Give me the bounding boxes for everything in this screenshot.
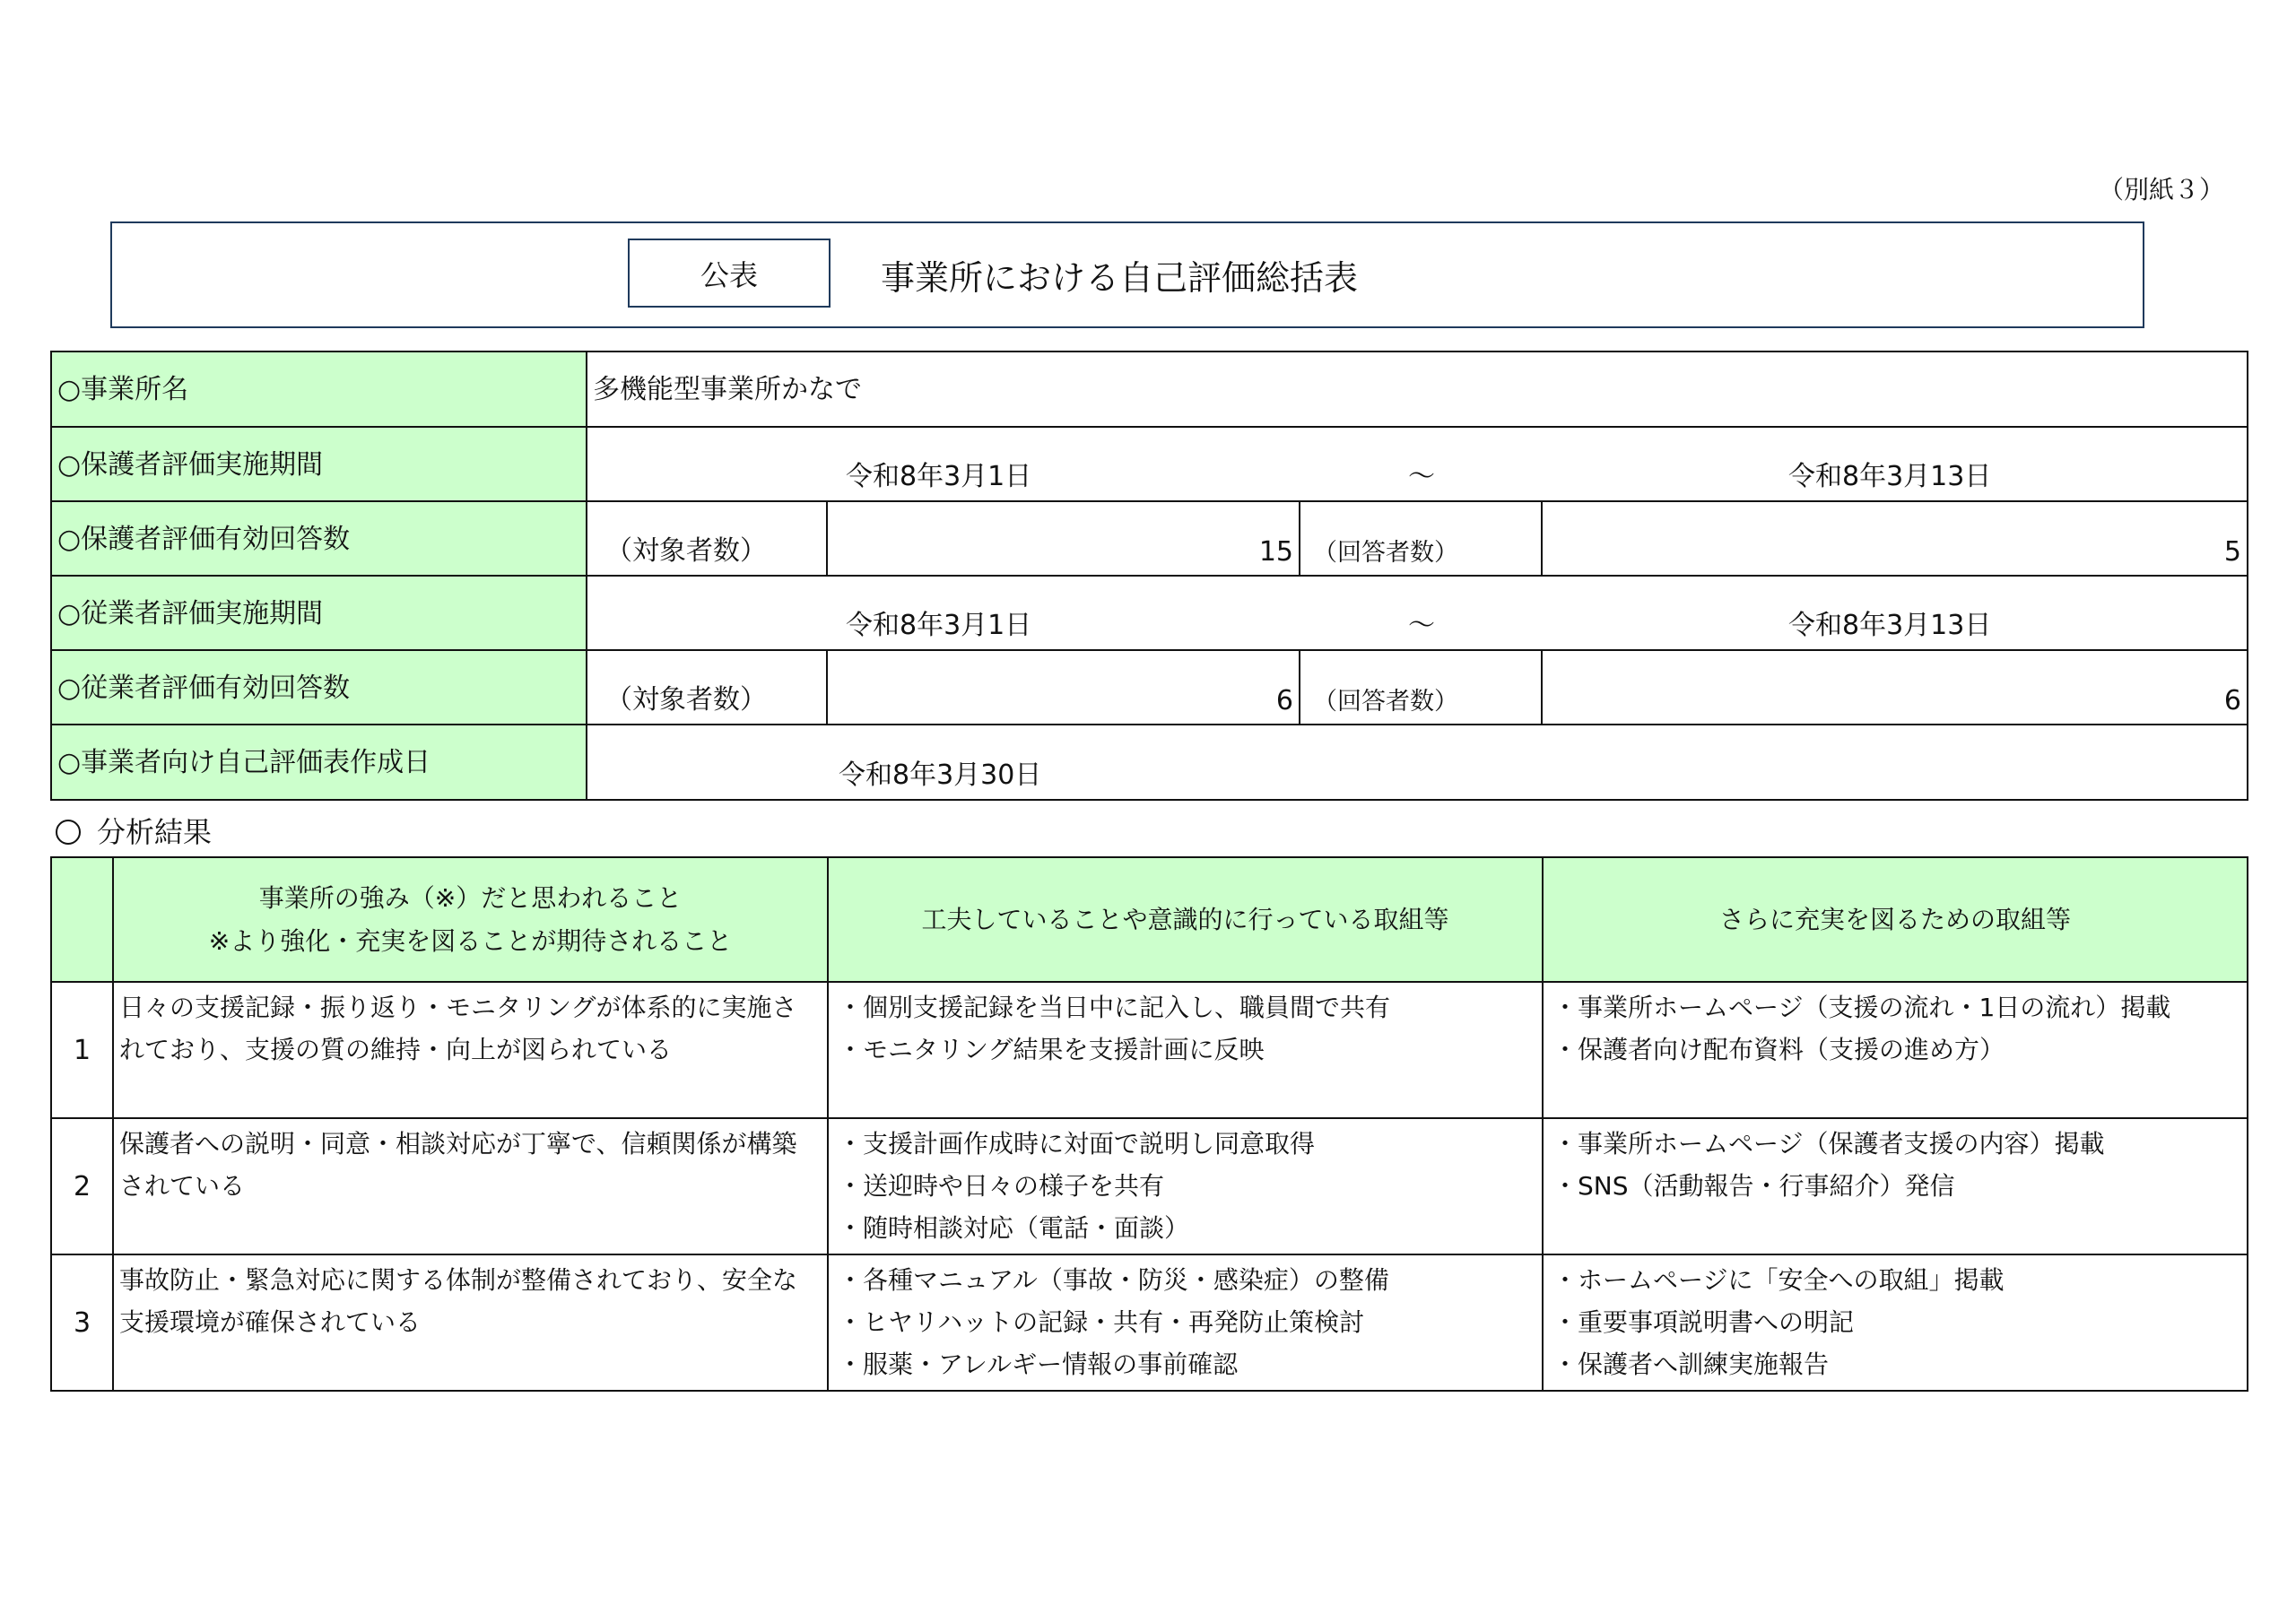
list-item: ・事業所ホームページ（支援の流れ・1日の流れ）掲載 xyxy=(1552,993,2171,1022)
header-efforts: 工夫していることや意識的に行っている取組等 xyxy=(828,857,1543,982)
header-strengths xyxy=(113,857,828,982)
efforts-list xyxy=(828,1118,1543,1254)
list-item: ・重要事項説明書への明記 xyxy=(1552,1307,1855,1337)
row-number: 1 xyxy=(51,982,113,1118)
strength-text: 日々の支援記録・振り返り・モニタリングが体系的に実施されており、支援の質の維持・向上が図られている xyxy=(113,982,828,1118)
guardian-period-cell xyxy=(587,427,2248,501)
row-number: 2 xyxy=(51,1118,113,1254)
guardian-responses-label: ○保護者評価有効回答数 xyxy=(51,501,587,576)
list-item: ・事業所ホームページ（保護者支援の内容）掲載 xyxy=(1552,1129,2105,1159)
staff-period-cell xyxy=(587,576,2248,650)
staff-answered-count: 6 xyxy=(1542,650,2248,725)
efforts-list xyxy=(828,982,1543,1118)
header-improvements: さらに充実を図るための取組等 xyxy=(1543,857,2248,982)
guardian-period-end: 令和8年3月13日 xyxy=(1788,461,1992,492)
analysis-section-title xyxy=(56,810,212,851)
staff-target-count: 6 xyxy=(827,650,1300,725)
list-item: ・服薬・アレルギー情報の事前確認 xyxy=(838,1350,1239,1379)
appendix-note: （別紙３） xyxy=(2098,175,2224,204)
list-item: ・ヒヤリハットの記録・共有・再発防止策検討 xyxy=(838,1307,1365,1337)
page-title: 事業所における自己評価総括表 xyxy=(881,258,1359,298)
list-item: ・ホームページに「安全への取組」掲載 xyxy=(1552,1265,2005,1295)
staff-period-label: ○従業者評価実施期間 xyxy=(51,576,587,650)
staff-responses-label: ○従業者評価有効回答数 xyxy=(51,650,587,725)
header-strengths-line1: 事業所の強み（※）だと思われること xyxy=(258,882,683,913)
staff-period-separator: ～ xyxy=(1408,610,1435,641)
row-number: 3 xyxy=(51,1254,113,1391)
table-row xyxy=(51,982,2248,1118)
staff-period-start: 令和8年3月1日 xyxy=(846,610,1032,641)
publication-badge: 公表 xyxy=(628,239,831,308)
guardian-target-label: （対象者数） xyxy=(587,501,827,576)
list-item: ・随時相談対応（電話・面談） xyxy=(838,1213,1190,1243)
office-info-table xyxy=(50,351,2248,801)
strength-text: 事故防止・緊急対応に関する体制が整備されており、安全な支援環境が確保されている xyxy=(113,1254,828,1391)
guardian-answered-count: 5 xyxy=(1542,501,2248,576)
guardian-answered-label: （回答者数） xyxy=(1300,501,1542,576)
guardian-period-label: ○保護者評価実施期間 xyxy=(51,427,587,501)
list-item: ・モニタリング結果を支援計画に反映 xyxy=(838,1035,1265,1064)
circle-bullet-icon xyxy=(56,820,81,845)
improvements-list xyxy=(1543,1254,2248,1391)
office-name-label: ○事業所名 xyxy=(51,352,587,427)
list-item: ・各種マニュアル（事故・防災・感染症）の整備 xyxy=(838,1265,1389,1295)
office-name-value: 多機能型事業所かなで xyxy=(587,352,2248,427)
table-row xyxy=(51,1254,2248,1391)
improvements-list xyxy=(1543,982,2248,1118)
header-strengths-line2: ※より強化・充実を図ることが期待されること xyxy=(208,925,733,956)
title-box xyxy=(110,221,2144,328)
list-item: ・SNS（活動報告・行事紹介）発信 xyxy=(1552,1171,1955,1201)
strength-text: 保護者への説明・同意・相談対応が丁寧で、信頼関係が構築されている xyxy=(113,1118,828,1254)
guardian-period-start: 令和8年3月1日 xyxy=(846,461,1032,492)
table-row xyxy=(51,1118,2248,1254)
guardian-period-separator: ～ xyxy=(1408,461,1435,492)
staff-period-end: 令和8年3月13日 xyxy=(1788,610,1992,641)
list-item: ・送迎時や日々の様子を共有 xyxy=(838,1171,1165,1201)
efforts-list xyxy=(828,1254,1543,1391)
analysis-section-label: 分析結果 xyxy=(97,815,213,849)
analysis-table xyxy=(50,856,2248,1392)
created-date-cell xyxy=(587,725,2248,800)
staff-answered-label: （回答者数） xyxy=(1300,650,1542,725)
improvements-list xyxy=(1543,1118,2248,1254)
list-item: ・保護者向け配布資料（支援の進め方） xyxy=(1552,1035,2005,1064)
staff-target-label: （対象者数） xyxy=(587,650,827,725)
guardian-target-count: 15 xyxy=(827,501,1300,576)
list-item: ・保護者へ訓練実施報告 xyxy=(1552,1350,1830,1379)
header-index xyxy=(51,857,113,982)
list-item: ・支援計画作成時に対面で説明し同意取得 xyxy=(838,1129,1316,1159)
list-item: ・個別支援記録を当日中に記入し、職員間で共有 xyxy=(838,993,1391,1022)
created-date-label: ○事業者向け自己評価表作成日 xyxy=(51,725,587,800)
created-date-value: 令和8年3月30日 xyxy=(839,759,1042,791)
